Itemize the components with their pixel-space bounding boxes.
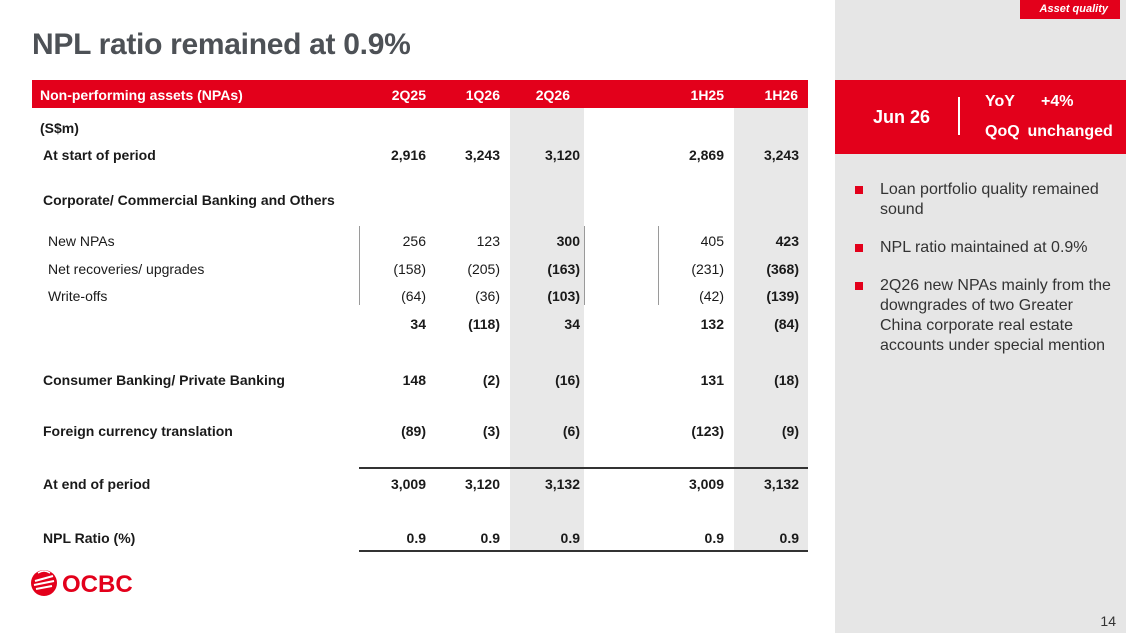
row-label: Consumer Banking/ Private Banking (43, 372, 285, 388)
table-cell: (103) (547, 288, 580, 304)
table-cell: (118) (468, 316, 500, 332)
bullet-square-icon (855, 244, 863, 252)
table-cell: 0.9 (480, 530, 500, 546)
table-cell: (158) (393, 261, 426, 277)
table-cell: 423 (775, 233, 799, 249)
table-cell: 256 (402, 233, 426, 249)
ocbc-logo-text: OCBC (62, 571, 133, 598)
table-cell: (16) (555, 372, 580, 388)
row-label: At start of period (43, 147, 156, 163)
col-1h26: 1H26 (764, 87, 798, 103)
table-cell: (139) (766, 288, 799, 304)
table-cell: 0.9 (779, 530, 799, 546)
row-label: Foreign currency translation (43, 423, 233, 439)
table-header (32, 80, 808, 108)
table-cell: 3,243 (763, 147, 799, 163)
bullet-text: 2Q26 new NPAs mainly from the downgrades of two Greater China corporate real estate accounts under special mention (880, 277, 1111, 354)
table-cell: (64) (401, 288, 426, 304)
col-1q26: 1Q26 (465, 87, 500, 103)
kpi-qoq-row (985, 123, 1113, 141)
table-cell: (6) (562, 423, 580, 439)
table-cell: 123 (476, 233, 500, 249)
bullet-square-icon (855, 186, 863, 194)
table-cell: 132 (700, 316, 724, 332)
table-cell: 3,009 (390, 476, 426, 492)
col-2q26: 2Q26 (535, 87, 570, 103)
table-cell: 34 (410, 316, 426, 332)
table-cell: 2,916 (390, 147, 426, 163)
table-cell: 3,009 (688, 476, 724, 492)
block-border-mid (584, 226, 585, 305)
kpi-qoq-value: unchanged (1027, 123, 1113, 140)
table-cell: 3,132 (763, 476, 799, 492)
ocbc-logo-icon (30, 567, 150, 599)
bullet-item (846, 180, 1116, 220)
table-cell: 3,120 (464, 476, 500, 492)
table-cell: 131 (700, 372, 724, 388)
table-cell: (36) (475, 288, 500, 304)
table-cell: (368) (766, 261, 799, 277)
col-1h25: 1H25 (690, 87, 724, 103)
kpi-yoy-row (985, 93, 1073, 111)
ocbc-logo (30, 567, 150, 604)
table-cell: (9) (781, 423, 799, 439)
page-title: NPL ratio remained at 0.9% (32, 28, 411, 61)
kpi-yoy-value: +4% (1041, 93, 1074, 110)
bullet-item (846, 238, 1116, 258)
table-cell: (2) (482, 372, 500, 388)
table-cell: 3,243 (464, 147, 500, 163)
table-cell: (231) (691, 261, 724, 277)
kpi-qoq-label: QoQ (985, 123, 1020, 140)
table-cell: (123) (691, 423, 724, 439)
page-number: 14 (1100, 613, 1116, 629)
table-cell: (42) (699, 288, 724, 304)
bullet-text: NPL ratio maintained at 0.9% (880, 239, 1088, 256)
col-2q25: 2Q25 (391, 87, 426, 103)
table-cell: (3) (482, 423, 500, 439)
row-label: At end of period (43, 476, 151, 492)
table-bottom-rule (359, 550, 808, 552)
table-cell: 0.9 (704, 530, 724, 546)
row-label: NPL Ratio (%) (43, 530, 136, 546)
table-cell: (205) (467, 261, 500, 277)
table-cell: 300 (556, 233, 580, 249)
table-cell: 405 (700, 233, 724, 249)
header-label: Non-performing assets (NPAs) (40, 87, 243, 103)
row-label: New NPAs (48, 233, 115, 249)
unit-label: (S$m) (40, 120, 79, 136)
bullet-text: Loan portfolio quality remained sound (880, 181, 1099, 218)
table-cell: 0.9 (560, 530, 580, 546)
table-cell: (18) (774, 372, 799, 388)
row-label: Corporate/ Commercial Banking and Others (43, 192, 335, 208)
table-cell: 3,120 (544, 147, 580, 163)
end-period-top-rule (359, 467, 808, 469)
section-tag: Asset quality (1020, 0, 1120, 19)
bullet-square-icon (855, 282, 863, 290)
kpi-date: Jun 26 (873, 107, 931, 127)
table-cell: 3,132 (544, 476, 580, 492)
row-label: Write-offs (48, 288, 108, 304)
table-cell: (163) (547, 261, 580, 277)
kpi-divider (958, 97, 960, 135)
table-cell: 2,869 (688, 147, 724, 163)
table-cell: 148 (402, 372, 426, 388)
npa-table (32, 80, 808, 552)
bullet-list (846, 180, 1116, 374)
table-cell: (84) (774, 316, 799, 332)
bullet-item (846, 276, 1116, 356)
table-cell: 34 (564, 316, 580, 332)
table-cell: (89) (401, 423, 426, 439)
row-label: Net recoveries/ upgrades (48, 261, 205, 277)
table-cell: 0.9 (406, 530, 426, 546)
kpi-yoy-label: YoY (985, 93, 1015, 110)
kpi-box (835, 80, 1126, 154)
